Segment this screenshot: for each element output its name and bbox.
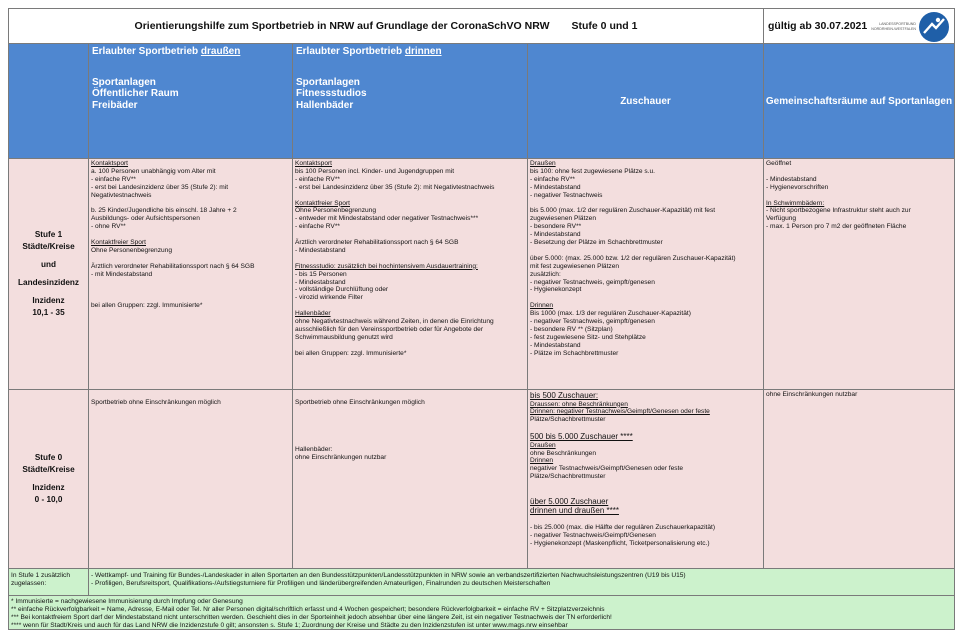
stage1-indoor-line: Schwimmausbildung genutzt wird: [295, 333, 393, 341]
stage1-outdoor-line: bei allen Gruppen: zzgl. Immunisierte*: [91, 302, 203, 310]
outdoor-header-line: Freibäder: [92, 99, 138, 111]
stage0-spectators-line: [530, 424, 761, 432]
stage1-spectators-line: Drinnen: [530, 302, 554, 310]
stage0-spectators-line: ohne Beschränkungen: [530, 449, 596, 457]
outdoor-header-line: Sportanlagen: [92, 76, 156, 88]
stage1-label-line: Landesinzidenz: [18, 278, 79, 287]
stage0-spectators-line: bis 500 Zuschauer:: [530, 391, 599, 400]
stage0-indoor-line: ohne Einschränkungen nutzbar: [295, 454, 387, 462]
stage1-outdoor-line: [91, 279, 290, 287]
footnote: * Immunisierte = nachgewiesene Immunisierung durch Impfung oder Genesung: [11, 598, 243, 605]
stage1-outdoor-line: - ohne RV**: [91, 223, 126, 231]
stage1-spectators-line: über 5.000: (max. 25.000 bzw. 1/2 der regulären Zuschauer-Kapazität): [530, 254, 736, 262]
footnote: *** Bei kontaktfreiem Sport darf der Mindestabstand nicht unterschritten werden. Geschieht dies in der Sporteinheit jedoch absehbar über eine längere Zeit, ist ein negativer Testnachweis der TN erforderlich!: [11, 613, 612, 621]
stage1-indoor-line: - entweder mit Mindestabstand oder negativer Testnachweis***: [295, 215, 479, 223]
stage0-spectators-line: Draussen: ohne Beschränkungen: [530, 400, 628, 408]
stage1-outdoor-cell: [88, 158, 293, 390]
stage1-label-line: 10,1 - 35: [32, 308, 65, 317]
stage1-indoor-line: ohne Negativtestnachweis während Zeiten, in denen die Einrichtung: [295, 318, 494, 326]
stage1-spectators-line: zusätzlich:: [530, 270, 561, 278]
spectators-header-label: Zuschauer: [620, 95, 671, 107]
stage0-spectators-line: - Hygienekonzept (Maskenpflicht, Ticketpersonalisierung etc.): [530, 539, 710, 547]
stage1-outdoor-line: - erst bei Landesinzidenz über 35 (Stufe 2): mit: [91, 183, 229, 191]
stage1-indoor-line: [295, 192, 525, 200]
stage1-indoor-line: bis 100 Personen incl. Kinder- und Jugendgruppen mit: [295, 167, 455, 175]
stage1-label-line: Inzidenz: [32, 296, 65, 305]
stage0-spectators-line: über 5.000 Zuschauer: [530, 496, 609, 506]
outdoor-header-title: [92, 46, 289, 58]
additional-label-line: zugelassen:: [11, 579, 47, 587]
stage1-indoor-line: - bis 15 Personen: [295, 270, 347, 278]
stage1-spectators-line: - negativer Testnachweis, geimpft/genesen: [530, 318, 655, 326]
additional-item: - Profiligen, Berufsreitsport, Qualifikations-/Aufstiegsturniere für Profiligen und länderübergreifenden Amateurligen, Finalrunden zu deutschen Meisterschaften: [91, 579, 551, 587]
stage0-indoor-line: [295, 431, 525, 439]
stage1-spectators-line: - einfache RV**: [530, 175, 575, 183]
stage1-indoor-line: Fitnessstudio: zusätzlich bei hochintensivem Ausdauertraining:: [295, 262, 478, 270]
stage1-outdoor-line: Negativtestnachweis: [91, 191, 152, 199]
stage1-label-line: Städte/Kreise: [22, 242, 75, 251]
stage1-rooms-line: - Hygienevorschriften: [766, 183, 829, 191]
additional-label-line: In Stufe 1 zusätzlich: [11, 572, 71, 579]
stage1-spectators-line: Draußen: [530, 160, 556, 167]
stage1-spectators-line: [530, 247, 761, 255]
stage0-label-line: Stufe 0: [34, 453, 63, 462]
stage1-outdoor-line: a. 100 Personen unabhängig vom Alter mit: [91, 167, 216, 175]
outdoor-header: [88, 43, 293, 159]
stage1-outdoor-line: [91, 231, 290, 239]
stage1-label-line: Stufe 1: [34, 230, 63, 239]
stage1-outdoor-line: [91, 255, 290, 263]
stage0-indoor-line: [295, 407, 525, 415]
stage0-spectators-line: Drinnen: [530, 457, 554, 465]
stage0-label-line: Inzidenz: [32, 483, 65, 492]
stage1-spectators-line: - Hygienekonzept: [530, 286, 582, 294]
stage0-spectators-line: negativer Testnachweis/Geimpft/Genesen oder feste: [530, 465, 684, 473]
stage1-spectators-line: - Besetzung der Plätze im Schachbrettmuster: [530, 239, 663, 247]
stage0-indoor-line: [295, 415, 525, 423]
stage1-outdoor-line: Ausbildungs- oder Aufsichtspersonen: [91, 215, 200, 223]
stage1-rooms-line: - Nicht sportbezogene Infrastruktur steht auch zur: [766, 207, 911, 215]
indoor-header-title: [296, 46, 524, 58]
stage0-spectators-line: Draußen: [530, 441, 556, 449]
stage1-rooms-line: In Schwimmbädern:: [766, 199, 825, 207]
outdoor-header-line: Öffentlicher Raum: [92, 88, 179, 99]
indoor-header-emph: drinnen: [404, 46, 442, 57]
document-title: Orientierungshilfe zum Sportbetrieb in NRW auf Grundlage der CoronaSchVO NRW: [134, 20, 550, 32]
stage1-spectators-line: mit fest zugewiesenen Plätzen: [530, 262, 620, 270]
stage1-spectators-line: - besondere RV ** (Sitzplan): [530, 325, 613, 333]
empty-header-cell: [8, 43, 89, 159]
footnote: ** einfache Rückverfolgbarkeit = Name, Adresse, E-Mail oder Tel. Nr aller Personen digital/schriftlich erfasst und 4 Wochen gespeichert; besondere Rückverfolgbarkeit = einfache RV + Sitzplatzverzeichnis: [11, 605, 605, 613]
stage1-outdoor-line: [91, 200, 290, 208]
stage1-outdoor-line: - mit Mindestabstand: [91, 270, 153, 278]
additional-label: [8, 568, 89, 596]
stage0-spectators-line: [530, 489, 761, 497]
stage0-spectators-line: - negativer Testnachweis/Geimpft/Genesen: [530, 531, 656, 539]
stage1-outdoor-line: Kontaktfreier Sport: [91, 239, 146, 247]
stage0-rooms-cell: [763, 389, 955, 569]
indoor-header-line: Fitnessstudios: [296, 88, 367, 99]
stage1-spectators-line: - Mindestabstand: [530, 183, 581, 191]
stage1-spectators-line: bis 5.000 (max. 1/2 der regulären Zuschauer-Kapazität) mit fest: [530, 207, 716, 215]
indoor-header-prefix: Erlaubter Sportbetrieb: [296, 46, 405, 57]
stage1-spectators-line: - fest zugewiesene Sitz- und Stehplätze: [530, 333, 646, 341]
stage0-indoor-line: Sportbetrieb ohne Einschränkungen möglich: [295, 399, 425, 406]
stage0-rooms-line: ohne Einschränkungen nutzbar: [766, 391, 858, 398]
stage1-spectators-line: Bis 1000 (max. 1/3 der regulären Zuschauer-Kapazität): [530, 310, 691, 318]
stage1-spectators-line: [530, 294, 761, 302]
stage0-outdoor-cell: [88, 389, 293, 569]
stage0-spectators-line: drinnen und draußen ****: [530, 506, 619, 516]
stage1-outdoor-line: - einfache RV**: [91, 175, 136, 183]
stage1-rooms-line: Verfügung: [766, 215, 797, 223]
stage1-indoor-line: - einfache RV**: [295, 223, 340, 231]
spectators-header: [527, 43, 764, 159]
stage0-label: [8, 389, 89, 569]
rooms-header: [763, 43, 955, 159]
stage1-indoor-line: - einfache RV**: [295, 175, 340, 183]
stage1-outdoor-line: Ärztlich verordneter Rehabilitationssport nach § 64 SGB: [91, 262, 255, 270]
validity-cell: [763, 8, 955, 44]
stage1-rooms-line: - max. 1 Person pro 7 m2 der geöffneten Fläche: [766, 223, 907, 231]
stage1-indoor-line: [295, 255, 525, 263]
lsb-logo: [860, 10, 952, 44]
stage1-indoor-line: [295, 302, 525, 310]
stage1-rooms-line: - Mindestabstand: [766, 175, 817, 183]
stage0-spectators-line: Plätze/Schachbrettmuster: [530, 416, 606, 424]
stage1-indoor-line: - virozid wirkende Filter: [295, 294, 363, 302]
stage0-indoor-line: [295, 438, 525, 446]
stage0-label-line: 0 - 10,0: [34, 495, 63, 504]
title-cell: [8, 8, 764, 44]
stage0-spectators-line: [530, 481, 761, 489]
stage1-indoor-line: [295, 231, 525, 239]
stage1-indoor-line: Hallenbäder: [295, 310, 331, 318]
stage1-spectators-cell: [527, 158, 764, 390]
additional-item: - Wettkampf- und Training für Bundes-/Landeskader in allen Sportarten an den Bundesstützpunkten/Landesstützpunkten in NRW sowie an verbandszertifizierten Nachwuchsleistungszentren (U19 bis U15): [91, 572, 686, 579]
stage1-rooms-cell: [763, 158, 955, 390]
stage-range: Stufe 0 und 1: [571, 20, 638, 32]
stage1-outdoor-line: [91, 286, 290, 294]
rooms-header-label: Gemeinschaftsräume auf Sportanlagen: [765, 95, 953, 107]
stage0-spectators-line: Plätze/Schachbrettmuster: [530, 473, 606, 481]
stage0-spectators-cell: [527, 389, 764, 569]
stage1-rooms-line: Geöffnet: [766, 160, 792, 167]
logo-text-2: NORDRHEIN-WESTFALEN: [871, 27, 916, 31]
stage1-indoor-line: - erst bei Landesinzidenz über 35 (Stufe 2): mit Negativtestnachweis: [295, 183, 495, 191]
stage1-indoor-line: Ärztlich verordneter Rehabilitationssport nach § 64 SGB: [295, 239, 459, 247]
stage1-label: [8, 158, 89, 390]
stage1-spectators-line: - Mindestabstand: [530, 341, 581, 349]
stage1-outdoor-line: b. 25 Kinder/Jugendliche bis einschl. 18 Jahre + 2: [91, 207, 237, 215]
stage1-indoor-line: Ohne Personenbegrenzung: [295, 207, 377, 215]
stage0-indoor-line: [295, 423, 525, 431]
stage1-outdoor-line: [91, 294, 290, 302]
stage1-rooms-line: [766, 192, 952, 200]
outdoor-header-prefix: Erlaubter Sportbetrieb: [92, 46, 201, 57]
stage0-outdoor-line: Sportbetrieb ohne Einschränkungen möglich: [91, 399, 221, 406]
stage0-indoor-cell: [292, 389, 528, 569]
logo-text-1: LANDESSPORTBUND: [879, 22, 916, 26]
indoor-header-line: Sportanlagen: [296, 76, 360, 88]
stage1-spectators-line: bis 100: ohne fest zugewiesene Plätze s.u.: [530, 167, 655, 175]
stage0-spectators-line: Drinnen: negativer Testnachweis/Geimpft/Genesen oder feste: [530, 408, 710, 416]
stage1-indoor-line: Kontaktsport: [295, 160, 333, 167]
footnotes: [8, 595, 955, 630]
stage0-label-line: Städte/Kreise: [22, 465, 75, 474]
stage1-spectators-line: - negativer Testnachweis: [530, 191, 603, 199]
stage1-indoor-line: bei allen Gruppen: zzgl. Immunisierte*: [295, 349, 407, 357]
stage1-rooms-line: [766, 168, 952, 176]
stage1-spectators-line: zugewiesenen Plätzen: [530, 215, 596, 223]
indoor-header: [292, 43, 528, 159]
stage1-indoor-line: - Mindestabstand: [295, 278, 346, 286]
stage1-indoor-line: ausschließlich für den Vereinssportbetrieb oder für Angebote der: [295, 325, 484, 333]
stage0-spectators-line: - bis 25.000 (max. die Hälfte der regulären Zuschauerkapazität): [530, 523, 716, 531]
lsb-emblem-icon: [918, 11, 950, 43]
validity-date: gültig ab 30.07.2021: [768, 20, 868, 32]
stage1-spectators-line: - Mindestabstand: [530, 231, 581, 239]
stage1-indoor-cell: [292, 158, 528, 390]
additional-items: [88, 568, 955, 596]
orientation-table: [8, 8, 955, 630]
stage1-outdoor-line: Ohne Personenbegrenzung: [91, 246, 173, 254]
stage1-indoor-line: - vollständige Durchlüftung oder: [295, 286, 389, 294]
stage1-indoor-line: - Mindestabstand: [295, 246, 346, 254]
stage1-label-line: und: [40, 260, 56, 269]
stage0-spectators-line: 500 bis 5.000 Zuschauer ****: [530, 432, 633, 442]
outdoor-header-emph: draußen: [200, 46, 241, 57]
stage1-spectators-line: [530, 200, 761, 208]
stage1-spectators-line: - besondere RV**: [530, 223, 582, 231]
stage1-indoor-line: [295, 342, 525, 350]
stage1-indoor-line: Kontaktfreier Sport: [295, 199, 350, 207]
indoor-header-line: Hallenbäder: [296, 99, 354, 111]
stage0-spectators-line: [530, 516, 761, 524]
stage1-spectators-line: - negativer Testnachweis, geimpft/genesen: [530, 278, 655, 286]
stage1-outdoor-line: Kontaktsport: [91, 160, 129, 167]
stage0-indoor-line: Hallenbäder:: [295, 446, 333, 454]
footnote: **** wenn für Stadt/Kreis und auch für das Land NRW die Inzidenzstufe 0 gilt; ansonsten s. Stufe 1; Zuordnung der Kreise und Städte zu den Inzidenzstufen ist unter www.mags.nrw einsehbar: [11, 621, 568, 629]
stage1-spectators-line: - Plätze im Schachbrettmuster: [530, 349, 619, 357]
